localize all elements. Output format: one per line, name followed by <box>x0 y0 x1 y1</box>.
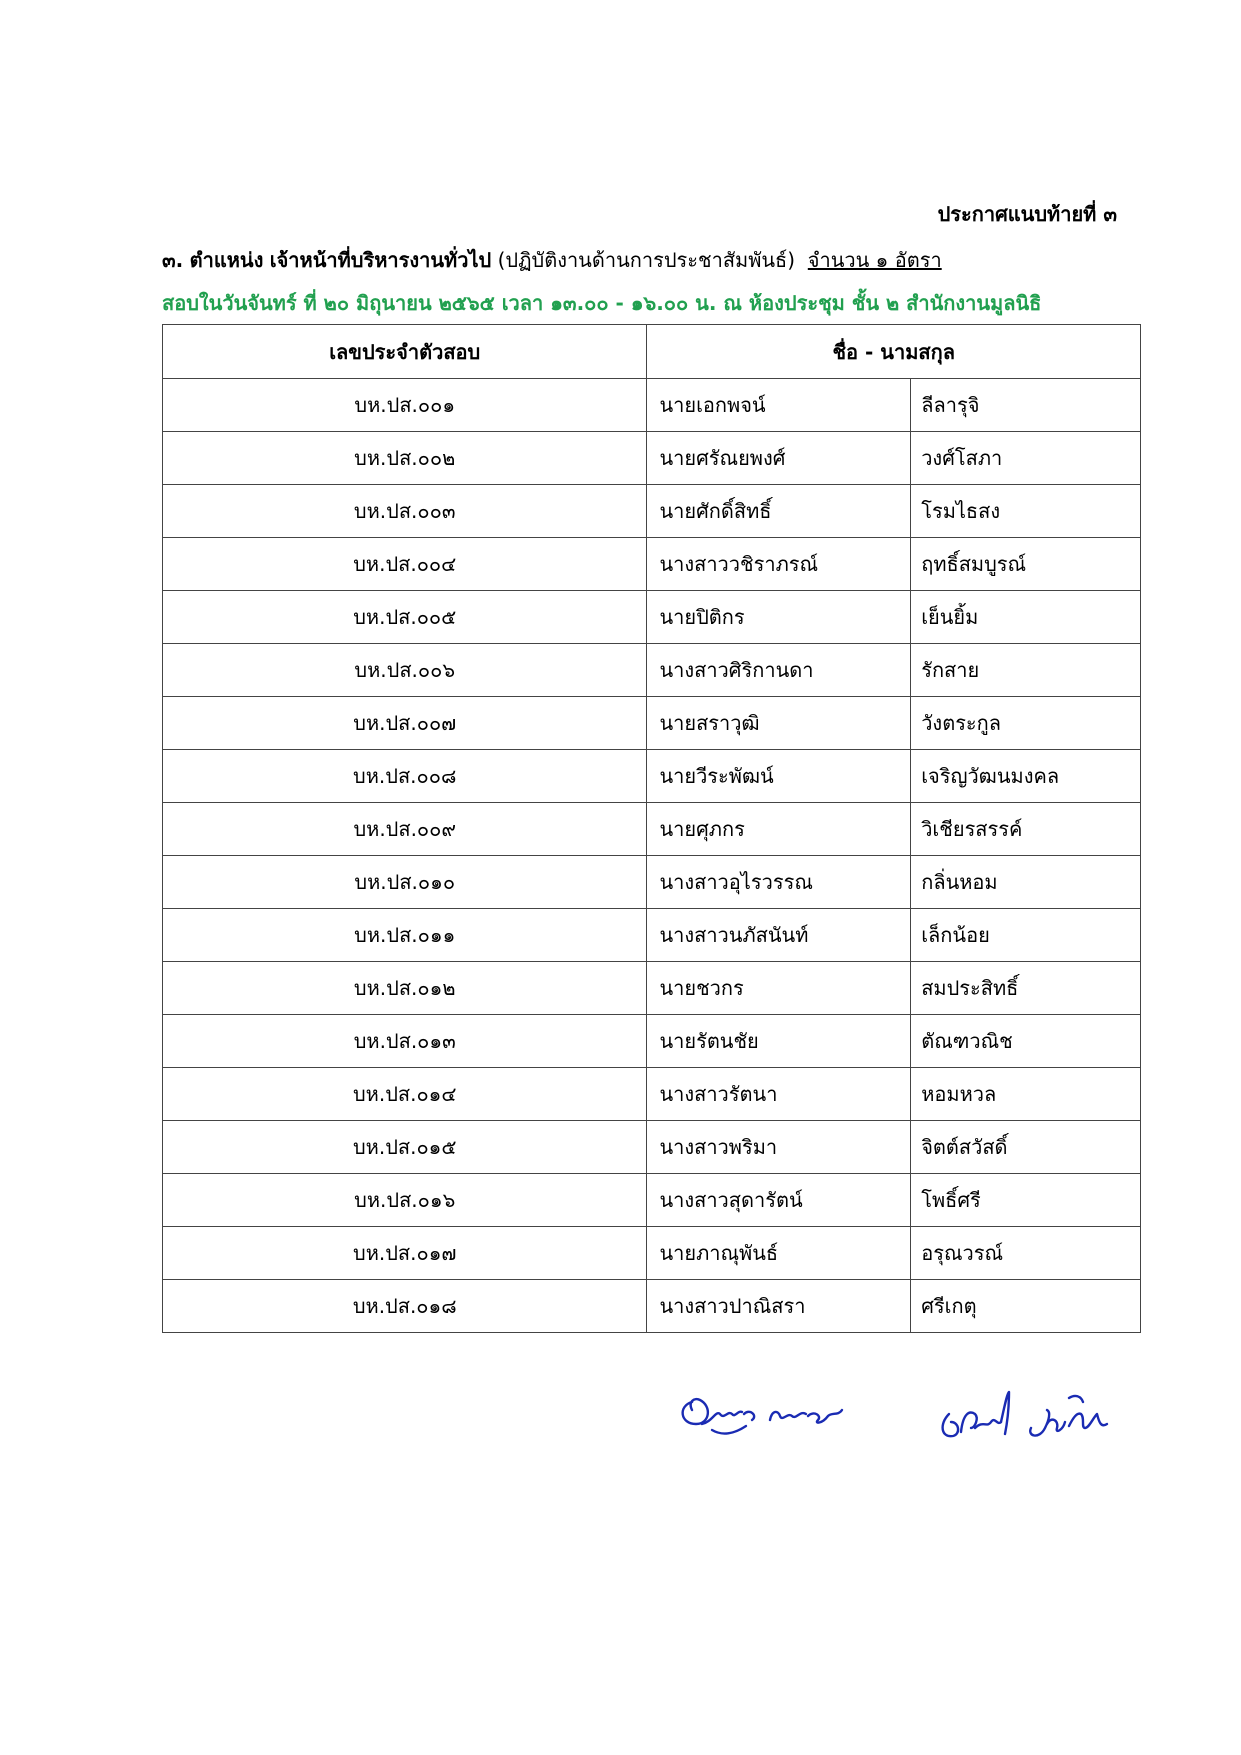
table-header-row <box>163 325 1141 379</box>
cell-first-name: นางสาวอุไรวรรณ <box>647 856 911 909</box>
cell-first-name: นายศักดิ์สิทธิ์ <box>647 485 911 538</box>
cell-first-name: นางสาวปาณิสรา <box>647 1280 911 1333</box>
table-row <box>163 803 1141 856</box>
cell-first-name: นายศุภกร <box>647 803 911 856</box>
cell-exam-id: บห.ปส.๐๐๗ <box>163 697 647 750</box>
cell-exam-id: บห.ปส.๐๑๔ <box>163 1068 647 1121</box>
handwritten-signature-right <box>935 1384 1115 1464</box>
cell-last-name: วิเชียรสรรค์ <box>911 803 1141 856</box>
cell-last-name: ลีลารุจิ <box>911 379 1141 432</box>
cell-last-name: โรมไธสง <box>911 485 1141 538</box>
cell-exam-id: บห.ปส.๐๐๔ <box>163 538 647 591</box>
cell-last-name: จิตต์สวัสดิ์ <box>911 1121 1141 1174</box>
cell-first-name: นางสาววชิราภรณ์ <box>647 538 911 591</box>
cell-exam-id: บห.ปส.๐๑๒ <box>163 962 647 1015</box>
header-exam-id: เลขประจำตัวสอบ <box>163 325 647 379</box>
cell-first-name: นายรัตนชัย <box>647 1015 911 1068</box>
cell-last-name: วงศ์โสภา <box>911 432 1141 485</box>
table-row <box>163 1068 1141 1121</box>
cell-last-name: หอมหวล <box>911 1068 1141 1121</box>
cell-first-name: นางสาวนภัสนันท์ <box>647 909 911 962</box>
position-detail: (ปฏิบัติงานด้านการประชาสัมพันธ์) <box>497 248 796 272</box>
table-body <box>163 379 1141 1333</box>
cell-last-name: ตัณฑวณิช <box>911 1015 1141 1068</box>
cell-exam-id: บห.ปส.๐๐๒ <box>163 432 647 485</box>
exam-schedule: สอบในวันจันทร์ ที่ ๒๐ มิถุนายน ๒๕๖๕ เวลา ๑๓.๐๐ - ๑๖.๐๐ น. ณ ห้องประชุม ชั้น ๒ สำนักงานมูลนิธิ <box>162 291 1042 315</box>
cell-first-name: นางสาวสุดารัตน์ <box>647 1174 911 1227</box>
position-heading <box>162 244 942 276</box>
cell-last-name: เจริญวัฒนมงคล <box>911 750 1141 803</box>
cell-last-name: กลิ่นหอม <box>911 856 1141 909</box>
table-row <box>163 1280 1141 1333</box>
cell-exam-id: บห.ปส.๐๐๓ <box>163 485 647 538</box>
cell-exam-id: บห.ปส.๐๐๖ <box>163 644 647 697</box>
cell-last-name: เล็กน้อย <box>911 909 1141 962</box>
cell-exam-id: บห.ปส.๐๐๘ <box>163 750 647 803</box>
cell-first-name: นายศรัณยพงศ์ <box>647 432 911 485</box>
table-row <box>163 1015 1141 1068</box>
cell-exam-id: บห.ปส.๐๑๗ <box>163 1227 647 1280</box>
cell-last-name: เย็นยิ้ม <box>911 591 1141 644</box>
handwritten-signature-left <box>672 1380 862 1450</box>
table-row <box>163 1227 1141 1280</box>
cell-last-name: ฤทธิ์สมบูรณ์ <box>911 538 1141 591</box>
table-row <box>163 909 1141 962</box>
position-quota: จำนวน ๑ อัตรา <box>807 248 942 272</box>
annex-title: ประกาศแนบท้ายที่ ๓ <box>937 202 1117 226</box>
table-row <box>163 856 1141 909</box>
table-row <box>163 538 1141 591</box>
table-row <box>163 644 1141 697</box>
cell-exam-id: บห.ปส.๐๐๙ <box>163 803 647 856</box>
cell-exam-id: บห.ปส.๐๐๕ <box>163 591 647 644</box>
table-row <box>163 379 1141 432</box>
table-row <box>163 1174 1141 1227</box>
table-row <box>163 1121 1141 1174</box>
cell-last-name: สมประสิทธิ์ <box>911 962 1141 1015</box>
cell-exam-id: บห.ปส.๐๑๖ <box>163 1174 647 1227</box>
position-title: เจ้าหน้าที่บริหารงานทั่วไป <box>269 248 492 272</box>
cell-first-name: นายวีระพัฒน์ <box>647 750 911 803</box>
cell-first-name: นางสาวรัตนา <box>647 1068 911 1121</box>
table-row <box>163 432 1141 485</box>
cell-last-name: อรุณวรณ์ <box>911 1227 1141 1280</box>
cell-first-name: นายปิติกร <box>647 591 911 644</box>
cell-first-name: นางสาวพริมา <box>647 1121 911 1174</box>
table-row <box>163 591 1141 644</box>
cell-last-name: วังตระกูล <box>911 697 1141 750</box>
header-full-name: ชื่อ - นามสกุล <box>647 325 1141 379</box>
cell-exam-id: บห.ปส.๐๑๕ <box>163 1121 647 1174</box>
table-row <box>163 750 1141 803</box>
cell-first-name: นายภาณุพันธ์ <box>647 1227 911 1280</box>
cell-exam-id: บห.ปส.๐๑๓ <box>163 1015 647 1068</box>
cell-last-name: โพธิ์ศรี <box>911 1174 1141 1227</box>
cell-first-name: นายสราวุฒิ <box>647 697 911 750</box>
cell-exam-id: บห.ปส.๐๑๑ <box>163 909 647 962</box>
position-label: ตำแหน่ง <box>189 248 264 272</box>
cell-exam-id: บห.ปส.๐๑๐ <box>163 856 647 909</box>
cell-last-name: ศรีเกตุ <box>911 1280 1141 1333</box>
candidate-table <box>162 324 1141 1333</box>
cell-exam-id: บห.ปส.๐๑๘ <box>163 1280 647 1333</box>
cell-last-name: รักสาย <box>911 644 1141 697</box>
table-row <box>163 962 1141 1015</box>
cell-first-name: นายชวกร <box>647 962 911 1015</box>
table-row <box>163 485 1141 538</box>
position-number: ๓. <box>162 248 184 272</box>
cell-first-name: นางสาวศิริกานดา <box>647 644 911 697</box>
table-row <box>163 697 1141 750</box>
cell-exam-id: บห.ปส.๐๐๑ <box>163 379 647 432</box>
cell-first-name: นายเอกพจน์ <box>647 379 911 432</box>
